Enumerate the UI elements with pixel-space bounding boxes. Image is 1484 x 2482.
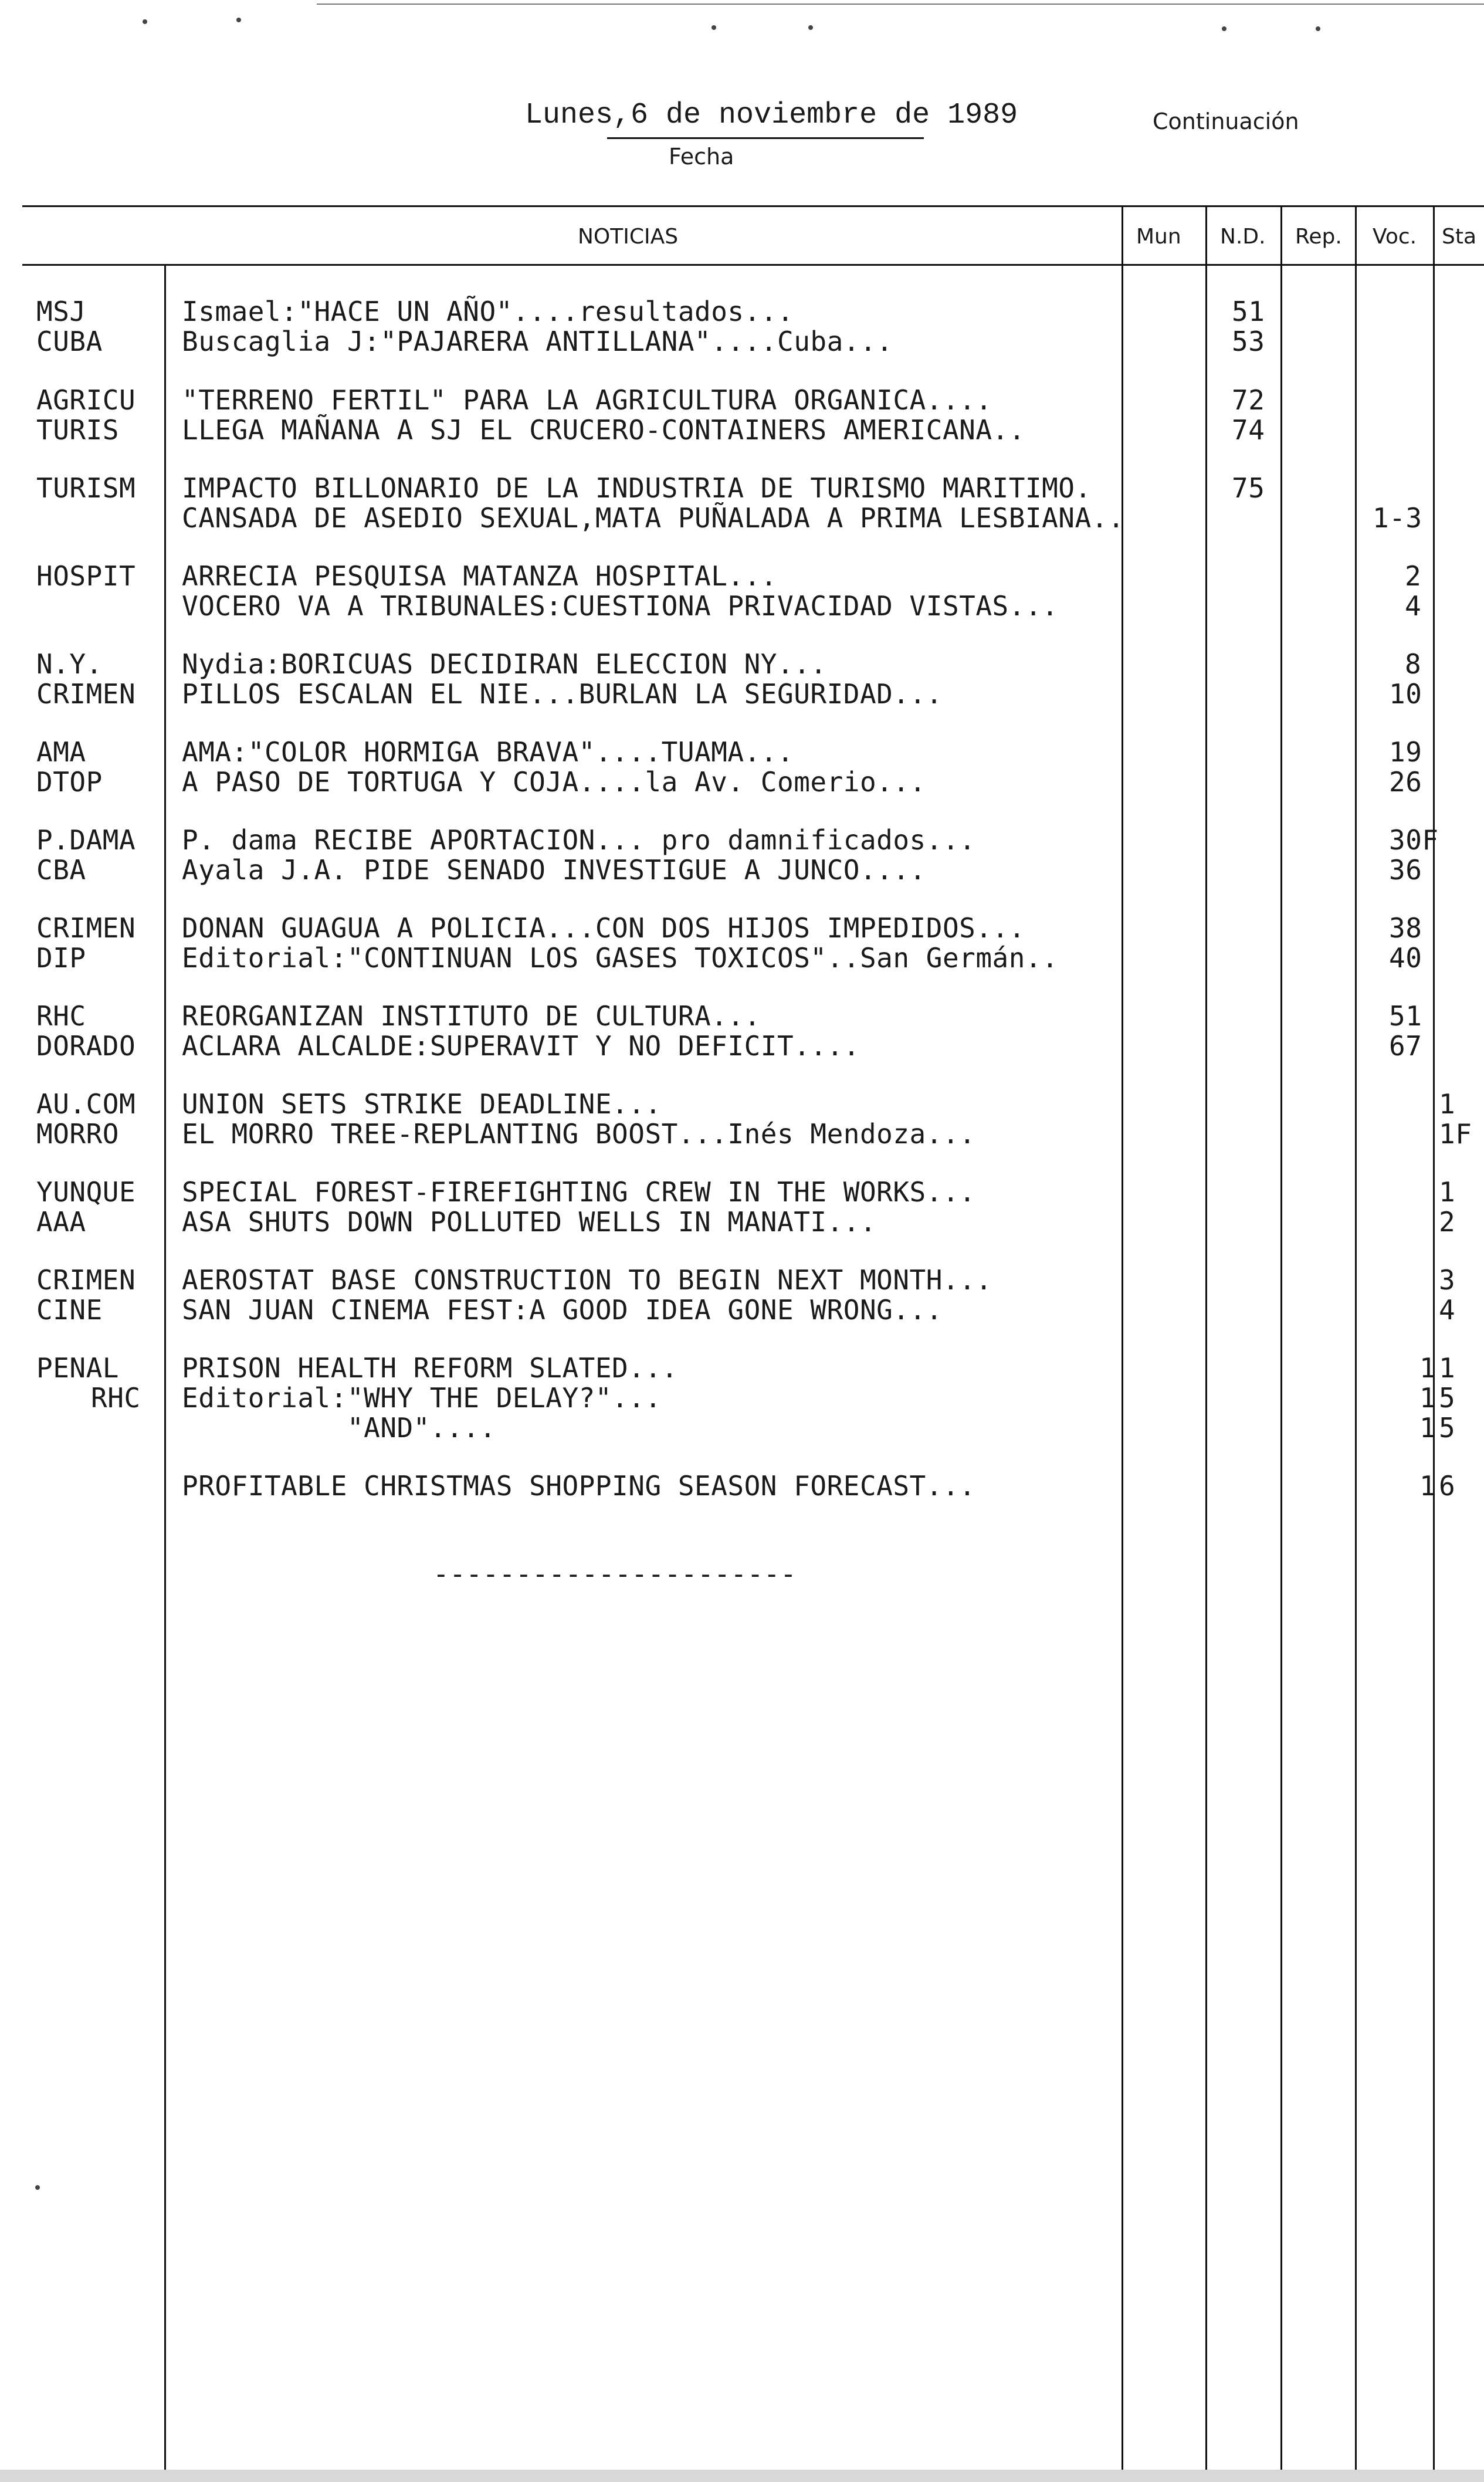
row-sta: 6 — [1439, 1470, 1456, 1502]
row-tag: DTOP — [36, 766, 103, 798]
end-separator: ---------------------- — [433, 1558, 797, 1590]
row-tag: DORADO — [36, 1030, 136, 1062]
row-sta: 1 — [1439, 1088, 1456, 1120]
row-headline: AEROSTAT BASE CONSTRUCTION TO BEGIN NEXT MONTH... — [182, 1264, 992, 1296]
row-nd: 75 — [1232, 472, 1265, 504]
row-tag: CRIMEN — [36, 912, 136, 944]
row-tag: CRIMEN — [36, 1264, 136, 1296]
row-voc: 19 — [1389, 736, 1422, 768]
row-tag: DIP — [36, 942, 86, 974]
nd-column-left — [1205, 205, 1207, 2481]
row-headline: Ismael:"HACE UN AÑO"....resultados... — [182, 296, 794, 327]
row-headline: ARRECIA PESQUISA MATANZA HOSPITAL... — [182, 560, 777, 592]
row-tag: MORRO — [36, 1118, 119, 1150]
row-headline: ASA SHUTS DOWN POLLUTED WELLS IN MANATI... — [182, 1206, 877, 1238]
row-headline: PRISON HEALTH REFORM SLATED... — [182, 1352, 678, 1384]
speck — [808, 25, 813, 30]
row-tag: RHC — [36, 1000, 86, 1032]
table-top-rule — [22, 205, 1484, 207]
row-headline: SPECIAL FOREST-FIREFIGHTING CREW IN THE WORKS... — [182, 1176, 976, 1208]
row-tag: TURISM — [36, 472, 136, 504]
row-tag: N.Y. — [36, 648, 103, 680]
row-nd: 74 — [1232, 414, 1265, 446]
speck — [711, 25, 716, 30]
row-headline: EL MORRO TREE-REPLANTING BOOST...Inés Mendoza... — [182, 1118, 976, 1150]
row-voc: 26 — [1389, 766, 1422, 798]
row-tag: AMA — [36, 736, 86, 768]
col-header-noticias: NOTICIAS — [578, 225, 679, 249]
speck — [143, 19, 147, 24]
row-headline: VOCERO VA A TRIBUNALES:CUESTIONA PRIVACIDAD VISTAS... — [182, 590, 1059, 622]
row-sta: 3 — [1439, 1264, 1456, 1296]
row-tag: P.DAMA — [36, 824, 136, 856]
date-text: Lunes,6 de noviembre de 1989 — [525, 99, 1018, 132]
row-tag: YUNQUE — [36, 1176, 136, 1208]
row-tag: PENAL — [36, 1352, 119, 1384]
row-tag: AAA — [36, 1206, 86, 1238]
row-headline: Nydia:BORICUAS DECIDIRAN ELECCION NY... — [182, 648, 827, 680]
top-edge-line — [317, 4, 1484, 5]
row-voc: 2 — [1405, 560, 1422, 592]
row-headline: Ayala J.A. PIDE SENADO INVESTIGUE A JUNCO.... — [182, 854, 926, 886]
row-sta: 5 — [1439, 1382, 1456, 1414]
speck — [35, 2185, 40, 2190]
row-voc: 36 — [1389, 854, 1422, 886]
row-tag: HOSPIT — [36, 560, 136, 592]
row-headline: REORGANIZAN INSTITUTO DE CULTURA... — [182, 1000, 761, 1032]
col-header-nd: N.D. — [1220, 225, 1266, 249]
row-sta: 2 — [1439, 1206, 1456, 1238]
row-headline: SAN JUAN CINEMA FEST:A GOOD IDEA GONE WRONG... — [182, 1294, 943, 1326]
row-voc: 38 — [1389, 912, 1422, 944]
row-headline: "AND".... — [182, 1412, 496, 1444]
row-voc: 1 — [1419, 1382, 1436, 1414]
row-tag: AU.COM — [36, 1088, 136, 1120]
row-nd: 51 — [1232, 296, 1265, 327]
row-tag: AGRICU — [36, 384, 136, 416]
row-sta: 1 — [1439, 1352, 1456, 1384]
speck — [1222, 26, 1226, 31]
row-sta: 4 — [1439, 1294, 1456, 1326]
row-voc: 1 — [1419, 1412, 1436, 1444]
col-header-mun: Mun — [1136, 225, 1181, 249]
row-tag: MSJ — [36, 296, 86, 327]
row-voc: 1 — [1419, 1470, 1436, 1502]
row-headline: Editorial:"WHY THE DELAY?"... — [182, 1382, 662, 1414]
col-header-sta: Sta — [1442, 225, 1477, 249]
row-headline: UNION SETS STRIKE DEADLINE... — [182, 1088, 662, 1120]
row-tag: CINE — [36, 1294, 103, 1326]
tag-column-divider — [164, 264, 166, 2481]
row-headline: Buscaglia J:"PAJARERA ANTILLANA"....Cuba... — [182, 326, 893, 357]
row-tag: RHC — [91, 1382, 141, 1414]
row-headline: AMA:"COLOR HORMIGA BRAVA"....TUAMA... — [182, 736, 794, 768]
row-voc: 4 — [1405, 590, 1422, 622]
row-sta: 5 — [1439, 1412, 1456, 1444]
row-voc: 30F — [1389, 824, 1439, 856]
row-voc: 1 — [1419, 1352, 1436, 1384]
row-tag: CBA — [36, 854, 86, 886]
row-headline: IMPACTO BILLONARIO DE LA INDUSTRIA DE TURISMO MARITIMO. — [182, 472, 1092, 504]
row-voc: 40 — [1389, 942, 1422, 974]
row-headline: CANSADA DE ASEDIO SEXUAL,MATA PUÑALADA A PRIMA LESBIANA.. — [182, 502, 1125, 534]
row-voc: 8 — [1405, 648, 1422, 680]
row-headline: Editorial:"CONTINUAN LOS GASES TOXICOS"..San Germán.. — [182, 942, 1059, 974]
row-headline: PILLOS ESCALAN EL NIE...BURLAN LA SEGURIDAD... — [182, 678, 943, 710]
row-voc: 51 — [1389, 1000, 1422, 1032]
row-headline: DONAN GUAGUA A POLICIA...CON DOS HIJOS IMPEDIDOS... — [182, 912, 1025, 944]
speck — [236, 18, 241, 22]
row-tag: CRIMEN — [36, 678, 136, 710]
row-sta: 1 — [1439, 1176, 1456, 1208]
date-underline — [607, 137, 924, 139]
row-voc: 1-3 — [1373, 502, 1422, 534]
voc-column-left — [1355, 205, 1357, 2481]
row-voc: 10 — [1389, 678, 1422, 710]
row-tag: CUBA — [36, 326, 103, 357]
row-headline: "TERRENO FERTIL" PARA LA AGRICULTURA ORGANICA.... — [182, 384, 992, 416]
continuation-label: Continuación — [1153, 109, 1299, 134]
table-header-rule — [22, 264, 1484, 266]
row-headline: ACLARA ALCALDE:SUPERAVIT Y NO DEFICIT.... — [182, 1030, 860, 1062]
row-headline: LLEGA MAÑANA A SJ EL CRUCERO-CONTAINERS AMERICANA.. — [182, 414, 1025, 446]
mun-column-left — [1122, 205, 1123, 2481]
row-nd: 53 — [1232, 326, 1265, 357]
row-tag: TURIS — [36, 414, 119, 446]
row-headline: P. dama RECIBE APORTACION... pro damnificados... — [182, 824, 976, 856]
row-headline: PROFITABLE CHRISTMAS SHOPPING SEASON FORECAST... — [182, 1470, 976, 1502]
speck — [1316, 26, 1320, 31]
date-label: Fecha — [669, 144, 734, 170]
col-header-rep: Rep. — [1295, 225, 1342, 249]
col-header-voc: Voc. — [1373, 225, 1417, 249]
row-voc: 67 — [1389, 1030, 1422, 1062]
bottom-edge-shade — [0, 2470, 1484, 2482]
rep-column-left — [1280, 205, 1282, 2481]
row-headline: A PASO DE TORTUGA Y COJA....la Av. Comerio... — [182, 766, 926, 798]
row-sta: 1F — [1439, 1118, 1472, 1150]
sta-column-left — [1433, 205, 1435, 2481]
row-nd: 72 — [1232, 384, 1265, 416]
